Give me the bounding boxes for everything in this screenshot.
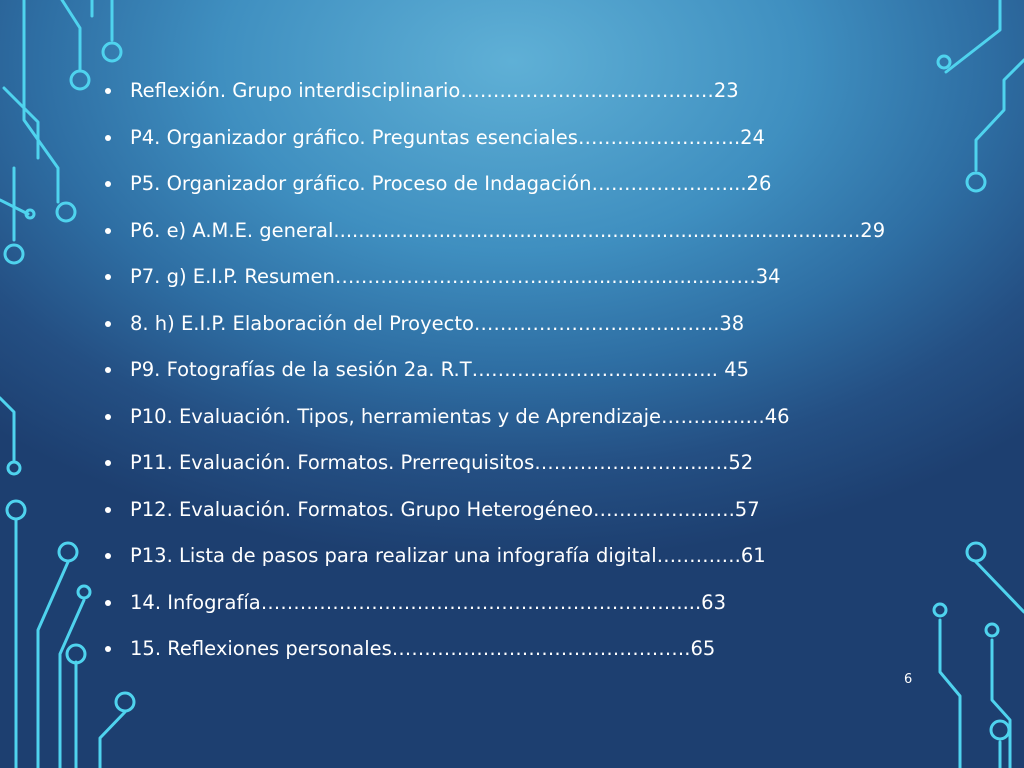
bullet-icon xyxy=(105,460,111,466)
toc-item-text: P10. Evaluación. Tipos, herramientas y de Aprendizaje…………….46 xyxy=(130,404,790,428)
toc-item xyxy=(100,394,900,441)
toc-item xyxy=(100,254,900,301)
circuit-line xyxy=(976,562,1024,612)
toc-item xyxy=(100,68,900,115)
toc-item xyxy=(100,208,900,255)
bullet-icon xyxy=(105,274,111,280)
circuit-node xyxy=(967,543,985,561)
toc-item-text: Reflexión. Grupo interdisciplinario…………………………………23 xyxy=(130,79,739,102)
circuit-line xyxy=(62,0,80,70)
circuit-line xyxy=(940,620,960,768)
toc-item-text: 8. h) E.I.P. Elaboración del Proyecto…………………………...…..38 xyxy=(130,311,745,335)
circuit-node xyxy=(967,173,985,191)
toc-item xyxy=(100,301,900,348)
toc-item-text: P13. Lista de pasos para realizar una infografía digital………….61 xyxy=(130,544,766,567)
circuit-line xyxy=(4,88,38,158)
circuit-node xyxy=(938,56,950,68)
bullet-icon xyxy=(105,181,111,187)
toc-item-text: 14. Infografía……………………………………………………….....63 xyxy=(130,590,726,614)
bullet-icon xyxy=(105,414,111,420)
toc-item xyxy=(100,533,900,580)
circuit-line xyxy=(946,0,1000,72)
toc-item-text: P4. Organizador gráfico. Preguntas esenciales…………………….24 xyxy=(130,125,765,149)
bullet-icon xyxy=(105,321,111,327)
toc-item-text: 15. Reflexiones personales……………………………………….65 xyxy=(130,637,716,660)
toc-item-text: P7. g) E.I.P. Resumen……………………………..........................…….34 xyxy=(130,265,781,288)
circuit-node xyxy=(26,210,34,218)
toc-item-text: P12. Evaluación. Formatos. Grupo Heterogéneo……………...….57 xyxy=(130,497,760,521)
toc-item xyxy=(100,580,900,627)
circuit-node xyxy=(7,501,25,519)
bullet-icon xyxy=(105,228,111,234)
circuit-node xyxy=(5,245,23,263)
circuit-node xyxy=(8,462,20,474)
circuit-node xyxy=(116,693,134,711)
toc-item xyxy=(100,115,900,162)
toc-item-text: P5. Organizador gráfico. Proceso de Indagación…………………...26 xyxy=(130,172,772,195)
circuit-line xyxy=(976,60,1024,170)
circuit-line xyxy=(60,600,84,768)
circuit-node xyxy=(78,586,90,598)
circuit-node xyxy=(986,624,998,636)
toc-item xyxy=(100,626,900,673)
bullet-icon xyxy=(105,646,111,652)
bullet-icon xyxy=(105,553,111,559)
toc-item xyxy=(100,347,900,394)
page-number: 6 xyxy=(904,672,913,687)
circuit-node xyxy=(71,71,89,89)
bullet-icon xyxy=(105,507,111,513)
circuit-node xyxy=(991,721,1009,739)
circuit-node xyxy=(103,43,121,61)
table-of-contents xyxy=(100,68,900,673)
toc-item xyxy=(100,440,900,487)
circuit-node xyxy=(934,604,946,616)
bullet-icon xyxy=(105,600,111,606)
circuit-node xyxy=(59,543,77,561)
circuit-line xyxy=(24,0,58,202)
toc-item-text: P11. Evaluación. Formatos. Prerrequisitos……………………..….52 xyxy=(130,451,754,474)
toc-item xyxy=(100,487,900,534)
bullet-icon xyxy=(105,88,111,94)
circuit-line xyxy=(38,562,68,768)
circuit-node xyxy=(67,645,85,663)
toc-item xyxy=(100,161,900,208)
circuit-line xyxy=(100,712,125,768)
circuit-node xyxy=(57,203,75,221)
toc-item-text: P6. e) A.M.E. general.....................................................................................29 xyxy=(130,218,886,242)
bullet-icon xyxy=(105,367,111,373)
bullet-icon xyxy=(105,135,111,141)
toc-item-text: P9. Fotografías de la sesión 2a. R.T……………………………….. 45 xyxy=(130,358,750,381)
circuit-line xyxy=(0,398,14,460)
